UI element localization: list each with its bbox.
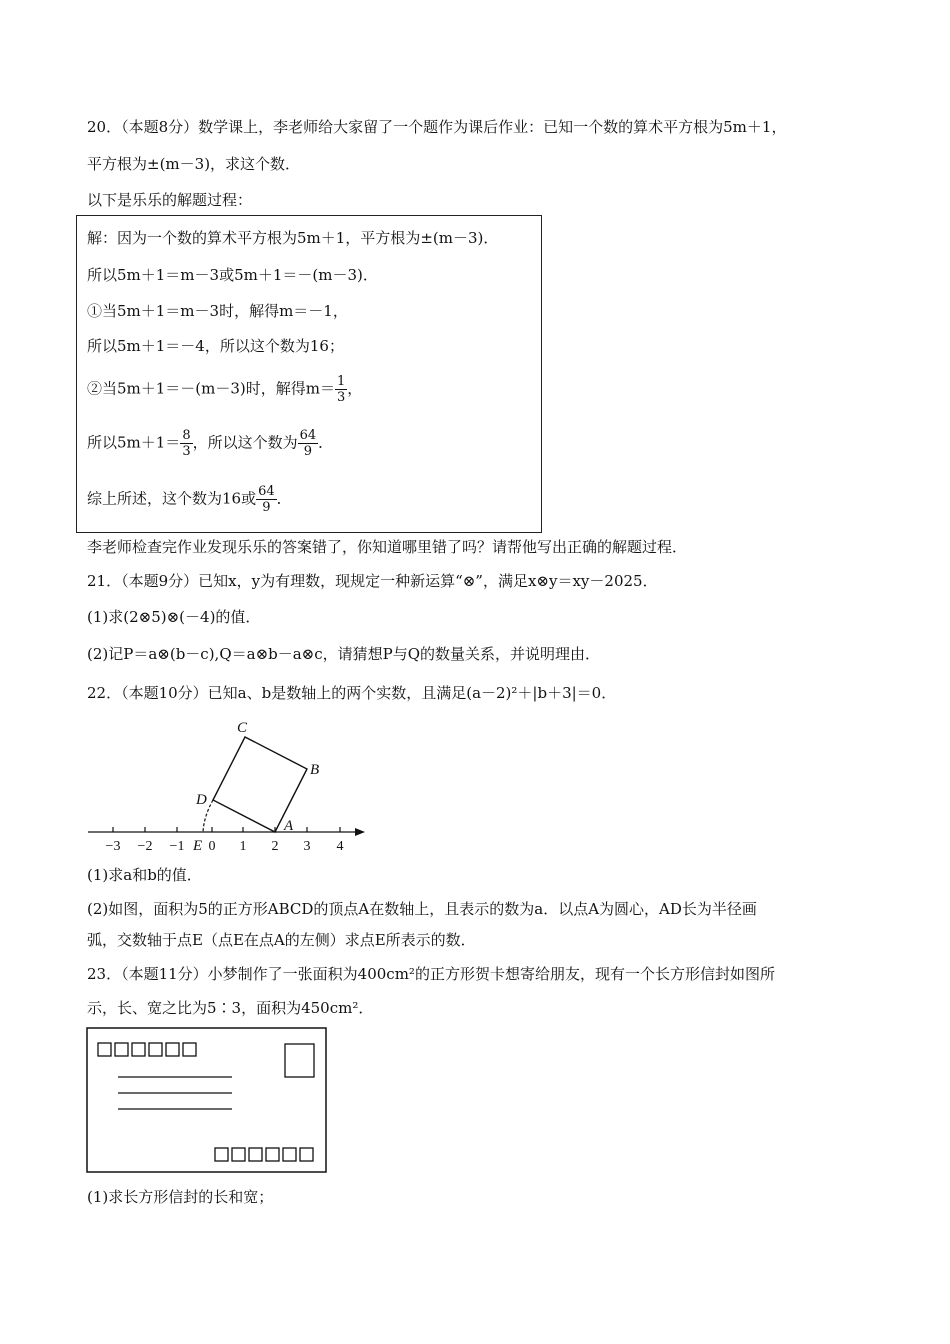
q22-part2-line1: (2)如图，面积为5的正方形ABCD的顶点A在数轴上，且表示的数为a．以点A为圆心，AD长为半径画 bbox=[87, 900, 757, 918]
q23-part1: (1)求长方形信封的长和宽； bbox=[87, 1188, 274, 1206]
q20-intro: 以下是乐乐的解题过程： bbox=[87, 191, 253, 209]
address-lines bbox=[118, 1077, 232, 1109]
label-a: A bbox=[284, 818, 294, 834]
label-b: B bbox=[310, 762, 320, 778]
q23-stem-line1: 23．（本题11分）小梦制作了一张面积为400cm²的正方形贺卡想寄给朋友，现有一个长方形信封如图所 bbox=[87, 965, 775, 983]
q20-stem-line2: 平方根为±(m－3)，求这个数． bbox=[87, 155, 301, 173]
sol-line-7: 综上所述，这个数为16或 $\frac{64}{9}$ ． bbox=[87, 484, 292, 515]
q21-part1: (1)求(2⊗5)⊗(－4)的值． bbox=[87, 608, 261, 626]
tick-label: −1 bbox=[169, 839, 185, 854]
tick-label: 2 bbox=[271, 839, 279, 854]
q22-part2-line2: 弧，交数轴于点E（点E在点A的左侧）求点E所表示的数． bbox=[87, 931, 476, 949]
tick-label: 4 bbox=[336, 839, 344, 854]
envelope-outline bbox=[87, 1028, 326, 1172]
number-line-figure bbox=[80, 712, 380, 862]
postcode-boxes-top bbox=[98, 1043, 196, 1056]
sol-line-3: ①当5m＋1＝m－3时，解得m＝－1， bbox=[87, 302, 348, 320]
sol-line-4: 所以5m＋1＝－4，所以这个数为16； bbox=[87, 337, 344, 355]
frac-64-ninths: $\frac{64}{9}$ bbox=[299, 428, 317, 459]
q20-stem-line1: 20．（本题8分）数学课上，李老师给大家留了一个题作为课后作业：已知一个数的算术平方根为5m＋1， bbox=[87, 118, 787, 136]
label-c: C bbox=[237, 720, 248, 736]
label-d: D bbox=[196, 792, 207, 808]
label-e: E bbox=[193, 838, 203, 854]
frac-64-ninths-final: $\frac{64}{9}$ bbox=[258, 484, 275, 515]
postcode-boxes-bottom bbox=[215, 1148, 313, 1161]
sol-line-1: 解：因为一个数的算术平方根为5m＋1，平方根为±(m－3)． bbox=[87, 229, 499, 247]
tick-label: −2 bbox=[137, 839, 153, 854]
q21-stem: 21．（本题9分）已知x，y为有理数，现规定一种新运算“⊗”，满足x⊗y＝xy－2025． bbox=[87, 572, 658, 590]
tick-label: −3 bbox=[105, 839, 121, 854]
q22-stem: 22．（本题10分）已知a、b是数轴上的两个实数，且满足(a－2)²＋|b＋3|＝0． bbox=[87, 684, 617, 702]
envelope-figure bbox=[86, 1027, 328, 1175]
sol-line-2: 所以5m＋1＝m－3或5m＋1＝－(m－3)． bbox=[87, 266, 378, 284]
tick-label: 1 bbox=[239, 839, 247, 854]
stamp-box bbox=[285, 1044, 314, 1077]
axis-arrow bbox=[355, 828, 365, 836]
sol-line-5: ②当5m＋1＝－(m－3)时，解得m＝ $\frac{1}{3}$ ， bbox=[87, 374, 363, 405]
frac-eight-thirds: $\frac{8}{3}$ bbox=[182, 428, 191, 459]
q20-after: 李老师检查完作业发现乐乐的答案错了，你知道哪里错了吗？请帮他写出正确的解题过程． bbox=[87, 538, 688, 556]
q21-part2: (2)记P＝a⊗(b－c),Q＝a⊗b－a⊗c，请猜想P与Q的数量关系，并说明理由． bbox=[87, 645, 601, 663]
q23-stem-line2: 示，长、宽之比为5∶3，面积为450cm²． bbox=[87, 999, 374, 1017]
sol-line-6: 所以5m＋1＝ $\frac{8}{3}$ ，所以这个数为 $\frac{64}{9}$ ． bbox=[87, 428, 334, 459]
q22-part1: (1)求a和b的值． bbox=[87, 866, 202, 884]
tick-label: 3 bbox=[303, 839, 311, 854]
frac-one-third: $\frac{1}{3}$ bbox=[337, 374, 346, 405]
tick-label: 0 bbox=[208, 839, 216, 854]
